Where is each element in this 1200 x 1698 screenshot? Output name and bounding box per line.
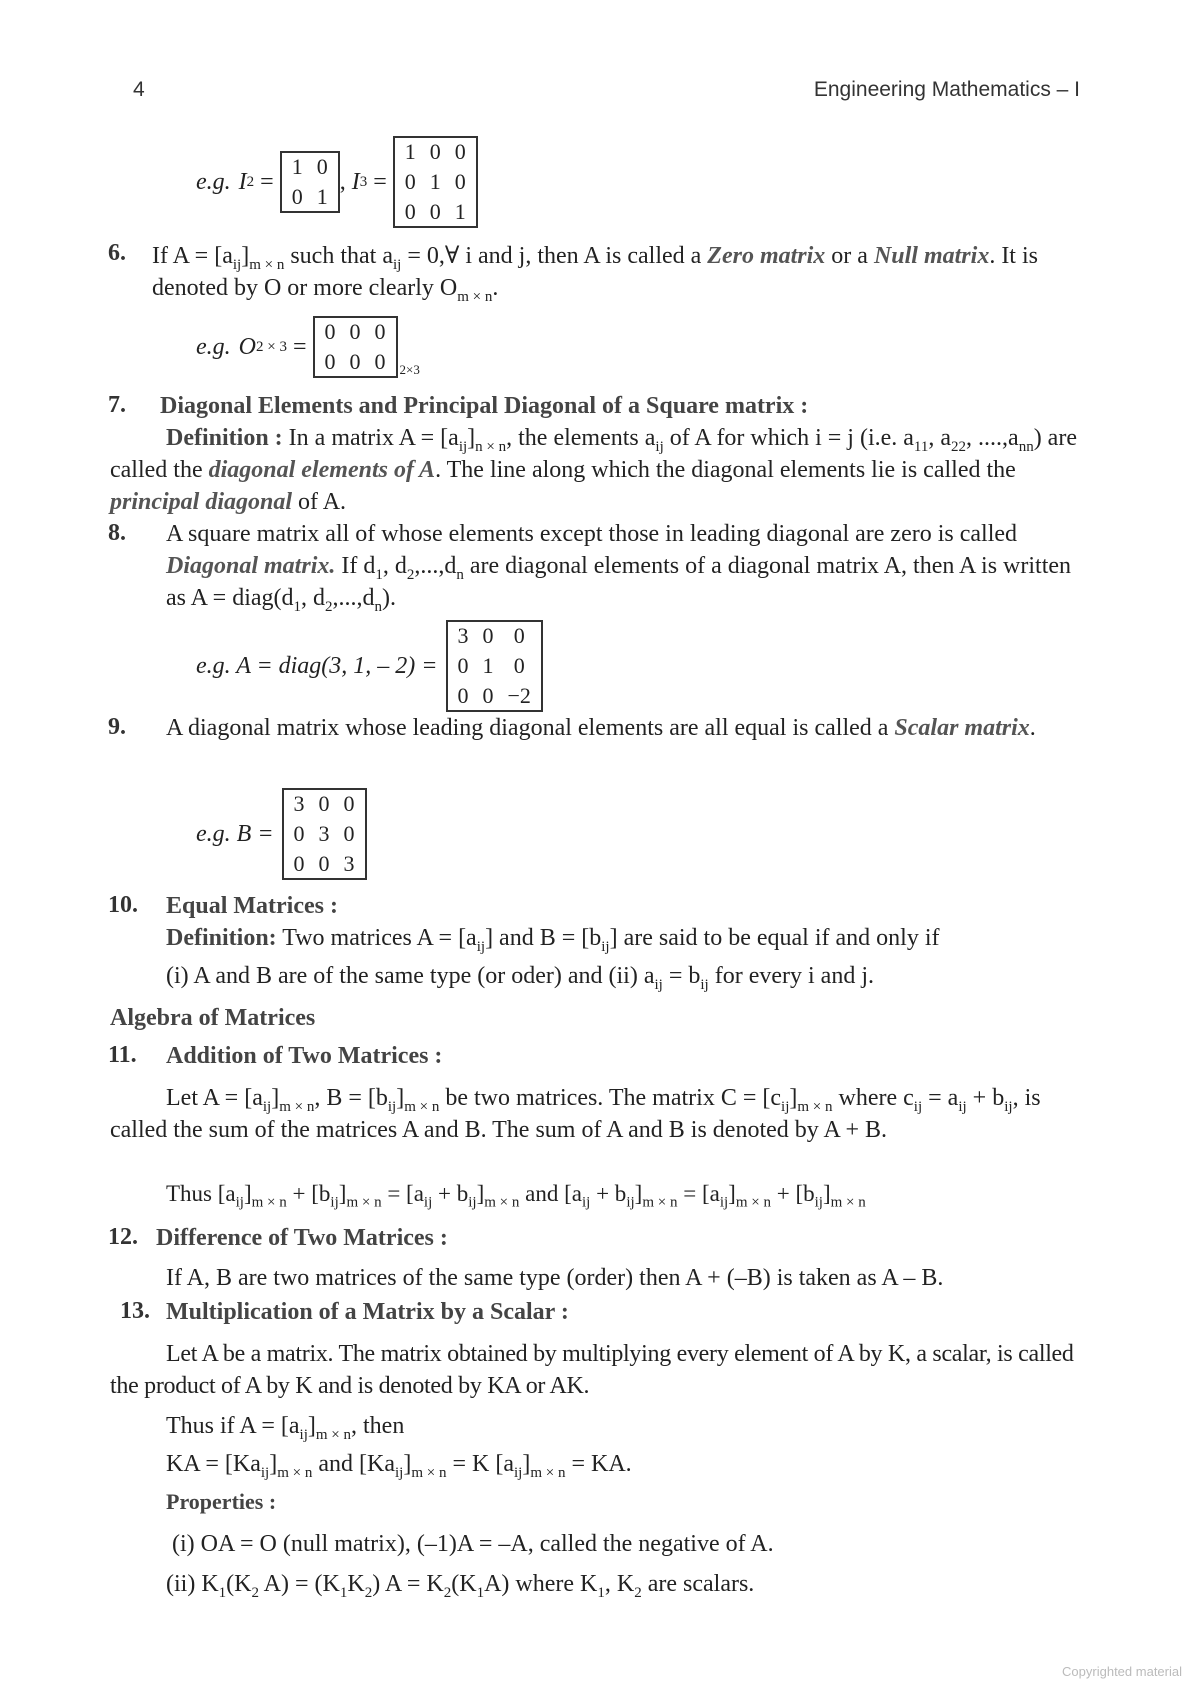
sub: ij [913,1098,923,1115]
matrix-cell: 0 [457,683,469,708]
term: Scalar matrix [894,715,1030,741]
sub: ij [655,438,664,455]
matrix-cell: 0 [324,349,336,374]
sub: m × n [251,1194,287,1211]
text: , then [351,1413,405,1439]
sub: m × n [530,1464,566,1481]
matrix-cell: 0 [429,199,441,224]
text: = KA. [565,1451,632,1477]
matrix-cell: 3 [343,851,355,876]
text: = [a [677,1181,720,1206]
sub: 1 [218,1584,227,1601]
matrix-cell: 0 [324,319,336,344]
matrix-name: O [238,333,256,360]
item-number: 11. [108,1042,137,1068]
matrix-cell: 1 [404,139,416,164]
running-header: Engineering Mathematics – I [813,78,1080,101]
text: are scalars. [641,1571,755,1597]
diag-example [196,620,543,712]
eg-label: e.g. [196,168,231,195]
sub: m × n [830,1194,866,1211]
text: . It is denoted by O or more clearly O [152,243,1038,301]
text: + b [590,1181,627,1206]
sub: m × n [315,1426,352,1443]
text: ) are called the [110,425,1077,483]
matrix-cell: 0 [482,623,494,648]
sub: 2 [364,1584,373,1601]
sub: ij [654,976,663,993]
matrix-cell: 0 [404,199,416,224]
sub: n × n [475,438,507,455]
text: ] and B = [b [485,925,602,951]
item10-conditions [166,960,874,992]
page-number: 4 [133,78,145,101]
term: Null matrix [873,243,990,269]
matrix-cell: 0 [293,821,305,846]
text: A square matrix all of whose elements except those in leading diagonal are zero is called [166,521,1018,547]
item11-thus: Thus $[a_{ij}]_{m \times n} + [b_{ij}]_{m \times n} = [a_{ij} + b_{ij}]_{m \times n}$ and $[a_{ij} + b_{ij}]_{m \times n} = [a_{ij}]_{m \times n} + [b_{ij}]_{m \times n}$ [166,1181,866,1211]
item13-text: Let A be a matrix. The matrix obtained by multiplying every element of A by K, a scalar, is called the product of A by K and is denoted by KA or AK. [110,1341,1074,1399]
sub: ij [781,1098,790,1115]
matrix-cell: 0 [293,851,305,876]
term: diagonal elements of A [208,457,436,483]
item10-title: Equal Matrices : [166,893,338,919]
text: ). [382,585,397,611]
text: KA = [Ka [166,1451,261,1477]
text: (i) A and B are of the same type (or oder) and (ii) a [166,963,655,989]
sub: ij [392,256,402,273]
text: = b [662,963,701,989]
text: = 0,∀ i and j, then A is called a [401,243,708,269]
text: ) A = K [372,1571,444,1597]
properties-label: Properties : [166,1489,277,1514]
term: principal diagonal [110,489,293,515]
eg-label: e.g. [196,333,231,360]
sub: m × n [457,288,493,305]
text: , the elements a [506,425,656,451]
text: , d [301,585,326,611]
text: where c [832,1085,914,1111]
text: (K [226,1571,252,1597]
text: ] are said to be equal if and only if [609,925,940,951]
sub: ij [814,1194,823,1211]
item6-text: If $A = [a_{ij}]_{m \times n}$ such that $a_{ij}$ = 0,∀ i and j, then A is called a Zero matrix or a Null matrix. It is denoted by O or more clearly $O_{m \times n}$. [152,243,1038,305]
sub: m × n [642,1194,678,1211]
text: Let A = [a [166,1085,263,1111]
sub: ij [601,938,610,955]
sub: 2 [634,1584,642,1601]
text: ,...,d [332,585,375,611]
sub: 2 [443,1584,452,1601]
text: , d [382,553,407,579]
matrix-cell: 3 [293,791,305,816]
sub: m × n [735,1194,771,1211]
matrix-cell: 0 [404,169,416,194]
sub: ij [232,256,242,273]
text: In a matrix A = [a [282,425,459,451]
matrix-cell: 3 [318,821,330,846]
matrix-cell: 0 [343,791,355,816]
text: . [1029,715,1036,741]
matrix-cell: 0 [513,653,525,678]
item-number: 8. [108,520,126,546]
term: Diagonal matrix. [166,553,336,579]
matrix-cell: 0 [318,851,330,876]
item9-text [166,712,1082,744]
identity-2-matrix [280,151,340,213]
sub: ij [299,1426,308,1443]
sub: ij [958,1098,967,1115]
item11-title: Addition of Two Matrices : [166,1043,443,1069]
matrix-cell: 0 [374,349,386,374]
text: of A. [292,489,347,515]
diag-matrix [446,620,543,712]
text: of A for which i = j (i.e. a [663,425,914,451]
sub: ij [513,1464,523,1481]
item11-text: Let $A = [a_{ij}]_{m \times n}$, $B = [b_{ij}]_{m \times n}$ be two matrices. The matrix $C = [c_{ij}]_{m \times n}$ where $c_{ij} = a_{ij} + b_{ij}$, is called the sum of the matrices A and B. The sum of A and B is denoted by A + B. [110,1085,1041,1143]
text: , is called the sum of the matrices A and B. The sum of A and B is denoted by A + B. [110,1085,1041,1143]
item-number: 6. [108,240,126,266]
text: + b [966,1085,1005,1111]
text: + [b [286,1181,331,1206]
matrix-cell: 0 [454,169,466,194]
text: + b [432,1181,469,1206]
sub: 1 [597,1584,605,1601]
sub: m × n [346,1194,382,1211]
sub: n [374,598,383,615]
item-number: 12. [108,1224,138,1250]
zero-matrix [313,316,398,378]
identity-example: e.g. I 2 = 1 0 0 1 , I 3 = 1 0 0 0 1 0 0 0 1 [196,136,478,228]
identity-name: I [351,168,360,195]
text: , K [604,1571,635,1597]
sub: n [456,566,464,583]
text: are diagonal elements of a diagonal matrix A, then A is written as A = diag(d [166,553,1072,611]
sub: m × n [249,256,285,273]
text: or a [825,243,874,269]
text: ,...,d [414,553,457,579]
sub: 1 [476,1584,485,1601]
matrix-cell: 0 [318,791,330,816]
item-number: 10. [108,892,138,918]
eg-label: e.g. A = diag(3, 1, – 2) = [196,652,438,679]
item7-title: Diagonal Elements and Principal Diagonal of a Square matrix : [160,393,809,419]
matrix-cell: 0 [349,349,361,374]
matrix-cell: 1 [316,184,328,209]
item13-thus: Thus if $A = [a_{ij}]_{m \times n}$, then [166,1413,405,1443]
sub: ij [719,1194,729,1211]
text: , ....,a [966,425,1019,451]
text: for every i and j. [708,963,874,989]
zero-matrix-example: e.g. O 2 × 3 = 0 0 0 0 0 0 2×3 [196,316,420,378]
matrix-cell: 0 [429,139,441,164]
item10-definition [166,922,939,954]
item13-ka: KA = $[Ka_{ij}]_{m \times n}$ and $[Ka_{ij}]_{m \times n} = K$ $[a_{ij}]_{m \times n}$ = KA. [166,1451,632,1481]
text: = a [922,1085,959,1111]
matrix-cell: 1 [291,154,303,179]
matrix-cell: 0 [349,319,361,344]
text: = K [a [446,1451,514,1477]
matrix-cell: 1 [429,169,441,194]
matrix-cell: 0 [482,683,494,708]
sub: m × n [404,1098,440,1115]
sub: nn [1018,438,1034,455]
sub: ij [468,1194,477,1211]
item8-text [166,518,1082,614]
item-number: 7. [108,392,126,418]
sub: ij [423,1194,433,1211]
scalar-example [196,788,367,880]
sub: ij [235,1194,244,1211]
sub: ij [387,1098,397,1115]
text: A diagonal matrix whose leading diagonal elements are all equal is called a [166,715,895,741]
text: If d [335,553,376,579]
text: (ii) K [166,1571,219,1597]
sub: ij [581,1194,591,1211]
text: (K [451,1571,477,1597]
sub: ij [1004,1098,1013,1115]
text: . The line along which the diagonal elements lie is called the [435,457,1016,483]
sub: 2 [406,566,415,583]
matrix-size: 2×3 [399,362,420,377]
matrix-cell: 0 [513,623,525,648]
text: = [a [381,1181,424,1206]
sub: ij [262,1098,272,1115]
section-title: Algebra of Matrices [110,1005,316,1031]
sub: 1 [375,566,383,583]
sub: ij [330,1194,339,1211]
term: Zero matrix [707,243,826,269]
text: Two matrices A = [a [276,925,477,951]
text: and [Ka [312,1451,395,1477]
matrix-cell: 0 [457,653,469,678]
property-1: (i) OA = O (null matrix), (–1)A = –A, called the negative of A. [172,1531,774,1557]
copyright-watermark: Copyrighted material [1062,1664,1182,1679]
sub: m × n [279,1098,315,1115]
matrix-cell: 3 [457,623,469,648]
text: If A = [a [152,243,233,269]
sub: ij [626,1194,635,1211]
sub: 2 [251,1584,259,1601]
text: A) where K [484,1571,598,1597]
sub: ij [700,976,709,993]
text: be two matrices. The matrix C = [c [439,1085,782,1111]
text: , B = [b [314,1085,388,1111]
scalar-matrix [282,788,367,880]
identity-name: I [238,168,247,195]
sub: ij [476,938,486,955]
text: and [a [519,1181,582,1206]
property-2: (ii) $K_1(K_2$ $A) = (K_1K_2) A = K_2(K_1A)$ where $K_1$, $K_2$ are scalars. [166,1571,755,1601]
sub: m × n [411,1464,447,1481]
text: A) = (K [258,1571,340,1597]
sub: ij [458,438,468,455]
matrix-cell: 0 [374,319,386,344]
matrix-cell: 1 [454,199,466,224]
matrix-cell: −2 [507,683,531,708]
sub: ij [260,1464,270,1481]
text: , a [928,425,952,451]
text: Thus [a [166,1181,236,1206]
item12-title: Difference of Two Matrices : [156,1225,448,1251]
matrix-cell: 1 [482,653,494,678]
text: Thus if A = [a [166,1413,300,1439]
matrix-cell: 0 [316,154,328,179]
definition-label: Definition: [166,925,277,951]
sub: 2 [325,598,333,615]
text: + [b [770,1181,815,1206]
sub: 11 [913,438,929,455]
item-number: 9. [108,714,126,740]
eg-label: e.g. B = [196,820,274,847]
item12-text: If A, B are two matrices of the same type (order) then A + (–B) is taken as A – B. [166,1265,944,1291]
sub: 1 [339,1584,348,1601]
item13-title: Multiplication of a Matrix by a Scalar : [166,1299,569,1325]
matrix-cell: 0 [291,184,303,209]
sub: 1 [293,598,302,615]
item-number: 13. [120,1298,150,1324]
matrix-cell: 0 [343,821,355,846]
sub: 22 [951,438,967,455]
text: such that a [284,243,393,269]
identity-3-matrix [393,136,478,228]
item7-definition: Definition : In a matrix $A = [a_{ij}]_{n \times n}$, the elements $a_{ij}$ of A for which i = j (i.e. $a_{11}$, $a_{22}$, $....,a_{nn}$) are called the diagonal elements of A. The line along which the diagonal elements lie is called the principal diagonal of A. [110,425,1077,515]
sub: ij [394,1464,404,1481]
sub: m × n [797,1098,833,1115]
definition-label: Definition : [166,425,283,451]
matrix-cell: 0 [454,139,466,164]
sub: m × n [277,1464,313,1481]
sub: m × n [484,1194,520,1211]
